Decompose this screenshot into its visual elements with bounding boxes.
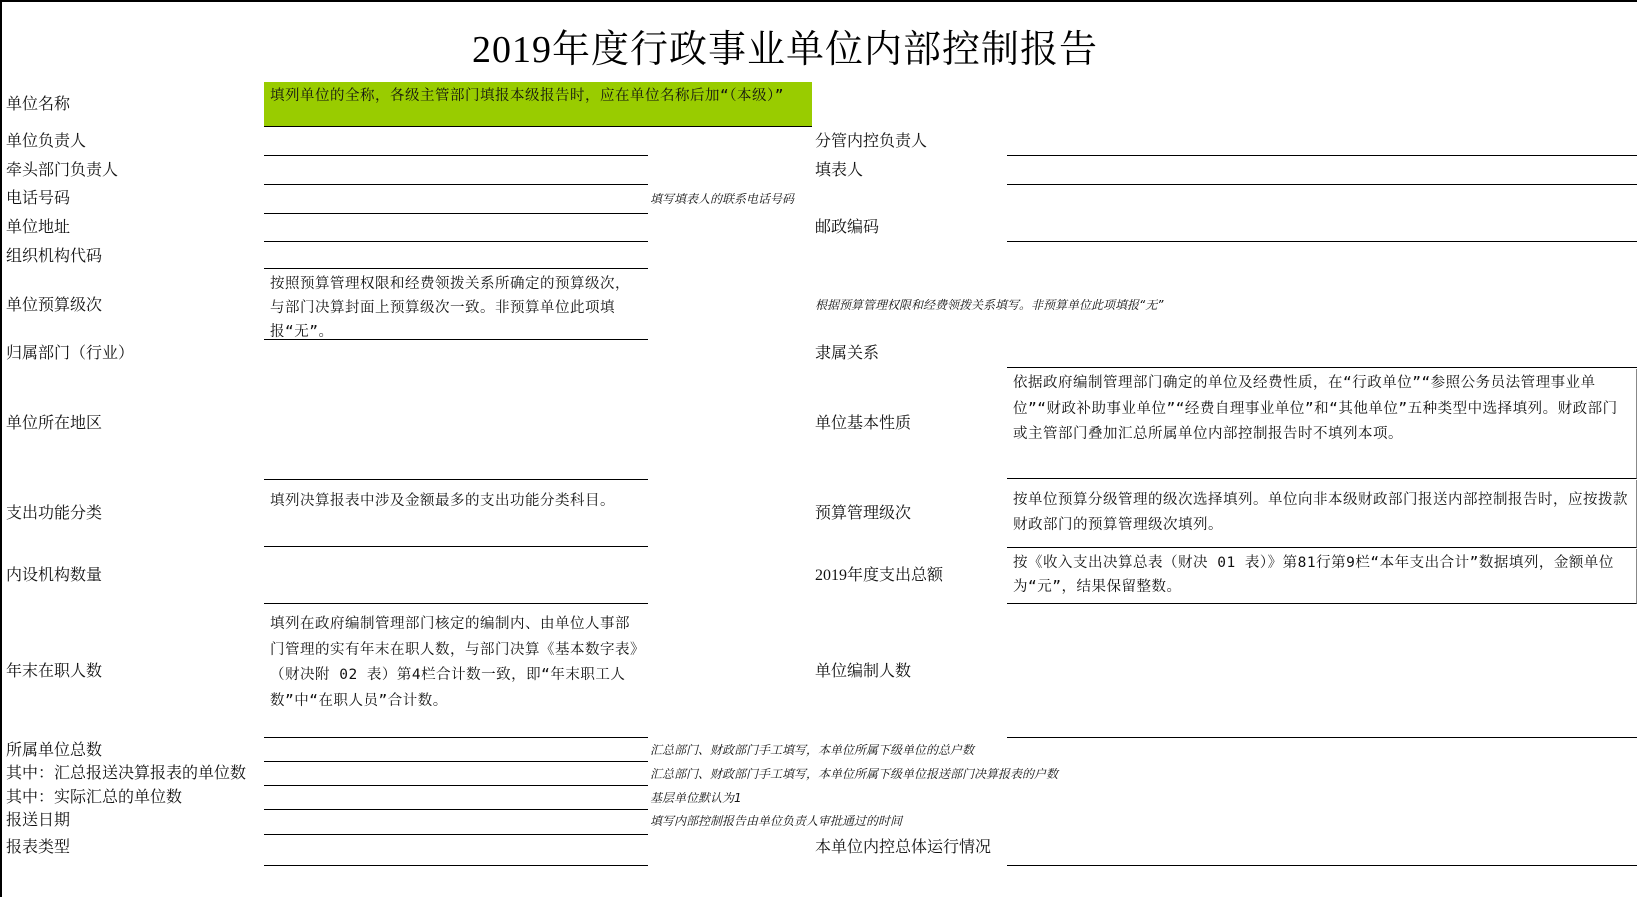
phone-note: 填写填表人的联系电话号码 bbox=[650, 192, 795, 206]
ic-overall-field[interactable] bbox=[1007, 835, 1637, 866]
filler-label: 填表人 bbox=[815, 162, 864, 179]
budget-level-label: 单位预算级次 bbox=[6, 297, 103, 314]
budget-mgmt-level-label: 预算管理级次 bbox=[815, 505, 912, 522]
total-expense-field[interactable]: 按《收入支出决算总表（财决 01 表）》第81行第9栏“本年支出合计”数据填列，金额单位为“元”，结果保留整数。 bbox=[1007, 549, 1637, 604]
expense-func-field[interactable]: 填列决算报表中涉及金额最多的支出功能分类科目。 bbox=[264, 479, 648, 547]
unit-nature-field[interactable]: 依据政府编制管理部门确定的单位及经费性质，在“行政单位”“参照公务员法管理事业单位”“财政补助事业单位”“经费自理事业单位”和“其他单位”五种类型中选择填列。财政部门或主管部门叠加汇总所属单位内部控制报告时不填列本项。 bbox=[1007, 369, 1637, 479]
unit-head-label: 单位负责人 bbox=[6, 133, 87, 150]
internal-orgs-field[interactable] bbox=[264, 548, 648, 604]
lead-dept-head-field[interactable] bbox=[264, 156, 648, 185]
org-code-label: 组织机构代码 bbox=[6, 248, 103, 265]
phone-label: 电话号码 bbox=[6, 190, 71, 207]
sheet-left-border bbox=[0, 0, 2, 897]
sub-units-actual-field[interactable] bbox=[264, 786, 648, 810]
unit-name-field[interactable]: 填列单位的全称，各级主管部门填报本级报告时，应在单位名称后加“（本级）” bbox=[264, 82, 812, 127]
address-label: 单位地址 bbox=[6, 219, 71, 236]
region-field[interactable] bbox=[264, 368, 648, 478]
affiliation-label: 隶属关系 bbox=[815, 345, 880, 362]
total-expense-label: 2019年度支出总额 bbox=[815, 567, 944, 584]
sub-units-reported-label: 其中：汇总报送决算报表的单位数 bbox=[6, 765, 247, 782]
report-type-label: 报表类型 bbox=[6, 839, 71, 856]
report-date-note: 填写内部控制报告由单位负责人审批通过的时间 bbox=[650, 814, 903, 828]
report-type-field[interactable] bbox=[264, 835, 648, 866]
budget-mgmt-level-field[interactable]: 按单位预算分级管理的级次选择填列。单位向非本级财政部门报送内部控制报告时，应按拨款财政部门的预算管理级次填列。 bbox=[1007, 480, 1637, 548]
dept-field[interactable] bbox=[264, 340, 648, 367]
sub-units-total-note: 汇总部门、财政部门手工填写，本单位所属下级单位的总户数 bbox=[650, 743, 975, 757]
staff-count-field[interactable]: 填列在政府编制管理部门核定的编制内、由单位人事部门管理的实有年末在职人数，与部门决算《基本数字表》（财决附 02 表）第4栏合计数一致，即“年末职工人数”中“在职人员”合计数。 bbox=[264, 606, 648, 738]
sub-units-reported-note: 汇总部门、财政部门手工填写，本单位所属下级单位报送部门决算报表的户数 bbox=[650, 767, 1059, 781]
unit-head-field[interactable] bbox=[264, 128, 648, 156]
report-date-label: 报送日期 bbox=[6, 812, 71, 829]
postcode-field[interactable] bbox=[1007, 214, 1637, 242]
sheet-top-border bbox=[0, 0, 1637, 2]
ic-head-field[interactable] bbox=[1007, 128, 1637, 156]
unit-nature-label: 单位基本性质 bbox=[815, 415, 912, 432]
lead-dept-head-label: 牵头部门负责人 bbox=[6, 162, 119, 179]
region-label: 单位所在地区 bbox=[6, 415, 103, 432]
staff-quota-field[interactable] bbox=[1007, 606, 1637, 738]
budget-level-field[interactable]: 按照预算管理权限和经费领拨关系所确定的预算级次，与部门决算封面上预算级次一致。非预算单位此项填报“无”。 bbox=[264, 270, 648, 340]
postcode-label: 邮政编码 bbox=[815, 219, 880, 236]
phone-field[interactable] bbox=[264, 185, 648, 214]
sub-units-actual-note: 基层单位默认为1 bbox=[650, 791, 742, 805]
address-field[interactable] bbox=[264, 214, 648, 242]
page-title: 2019年度行政事业单位内部控制报告 bbox=[471, 29, 1098, 71]
sub-units-reported-field[interactable] bbox=[264, 762, 648, 786]
staff-quota-label: 单位编制人数 bbox=[815, 663, 912, 680]
sub-units-total-label: 所属单位总数 bbox=[6, 742, 103, 759]
ic-overall-label: 本单位内控总体运行情况 bbox=[815, 839, 992, 856]
org-code-field[interactable] bbox=[264, 242, 648, 269]
staff-count-label: 年末在职人数 bbox=[6, 663, 103, 680]
sub-units-actual-label: 其中：实际汇总的单位数 bbox=[6, 789, 183, 806]
internal-orgs-label: 内设机构数量 bbox=[6, 567, 103, 584]
filler-field[interactable] bbox=[1007, 156, 1637, 185]
ic-head-label: 分管内控负责人 bbox=[815, 133, 928, 150]
report-date-field[interactable] bbox=[264, 810, 648, 835]
budget-level-note: 根据预算管理权限和经费领拨关系填写。非预算单位此项填报“无” bbox=[815, 298, 1164, 312]
affiliation-field[interactable] bbox=[1007, 340, 1637, 368]
unit-name-label: 单位名称 bbox=[6, 96, 71, 113]
dept-label: 归属部门（行业） bbox=[6, 345, 135, 362]
sub-units-total-field[interactable] bbox=[264, 738, 648, 762]
expense-func-label: 支出功能分类 bbox=[6, 505, 103, 522]
